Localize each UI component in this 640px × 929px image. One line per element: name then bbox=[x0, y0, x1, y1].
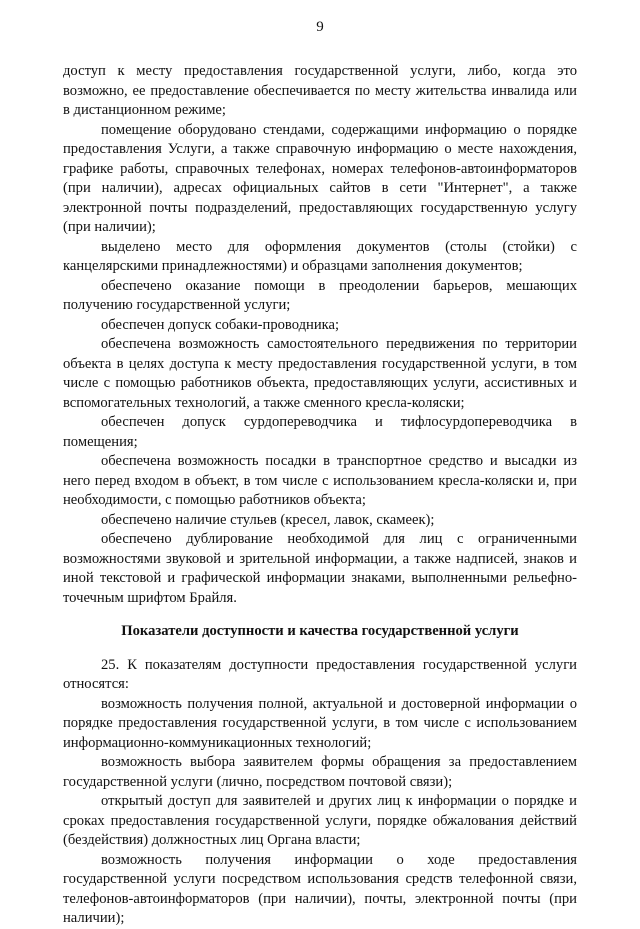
paragraph: открытый доступ для заявителей и других лиц к информации о порядке и сроках предоставления государственной услуги, порядке обжалования действий (бездействия) должностных лиц Органа власти; bbox=[63, 793, 577, 848]
paragraph: обеспечено дублирование необходимой для лиц с ограниченными возможностями звуковой и зрительной информации, а также надписей, знаков и иной текстовой и графической информации знаками, выполненными рельефно-точечным шрифтом Брайля. bbox=[63, 531, 577, 606]
paragraph: обеспечен допуск собаки-проводника; bbox=[101, 316, 340, 333]
page-number: 9 bbox=[316, 19, 324, 35]
paragraph: 25. К показателям доступности предоставления государственной услуги относятся: bbox=[63, 656, 577, 692]
paragraph: обеспечено наличие стульев (кресел, лавок, скамеек); bbox=[101, 511, 435, 528]
paragraph: доступ к месту предоставления государственной услуги, либо, когда это возможно, ее предоставление обеспечивается по месту жительства инвалида или в дистанционном режиме; bbox=[63, 63, 577, 118]
paragraph: помещение оборудовано стендами, содержащими информацию о порядке предоставления Услуги, а также справочную информацию о месте нахождения, графике работы, справочных телефонах, номерах телефонов-автоинформаторов (при наличии), адресах официальных сайтов в сети "Интернет", а также электронной почты подразделений, предоставляющих государственную услугу (при наличии); bbox=[63, 121, 577, 235]
paragraph: возможность выбора заявителем формы обращения за предоставлением государственной услуги (лично, посредством почтовой связи); bbox=[63, 754, 577, 790]
paragraph: возможность получения информации о ходе предоставления государственной услуги посредством использования средств телефонной связи, телефонов-автоинформаторов (при наличии), почты, электронной почты (при наличии); bbox=[63, 851, 577, 926]
paragraph: возможность получения полной, актуальной и достоверной информации о порядке предоставления государственной услуги, в том числе с использованием информационно-коммуникационных технологий; bbox=[63, 695, 577, 751]
page-body bbox=[63, 62, 577, 929]
paragraph: обеспечен допуск сурдопереводчика и тифлосурдопереводчика в помещения; bbox=[63, 414, 577, 450]
section-heading: Показатели доступности и качества государственной услуги bbox=[121, 623, 519, 639]
paragraph: обеспечена возможность самостоятельного передвижения по территории объекта в целях доступа к месту предоставления государственной услуги, в том числе с помощью работников объекта, предоставляющих услуги, ассистивных и вспомогательных технологий, а также сменного кресла-коляски; bbox=[63, 336, 577, 411]
paragraph: выделено место для оформления документов (столы (стойки) с канцелярскими принадлежностями) и образцами заполнения документов; bbox=[63, 238, 577, 274]
paragraph: обеспечена возможность посадки в транспортное средство и высадки из него перед входом в объект, в том числе с использованием кресла-коляски и, при необходимости, с помощью работников объекта; bbox=[63, 453, 577, 508]
paragraph: обеспечено оказание помощи в преодолении барьеров, мешающих получению государственной услуги; bbox=[63, 277, 577, 313]
